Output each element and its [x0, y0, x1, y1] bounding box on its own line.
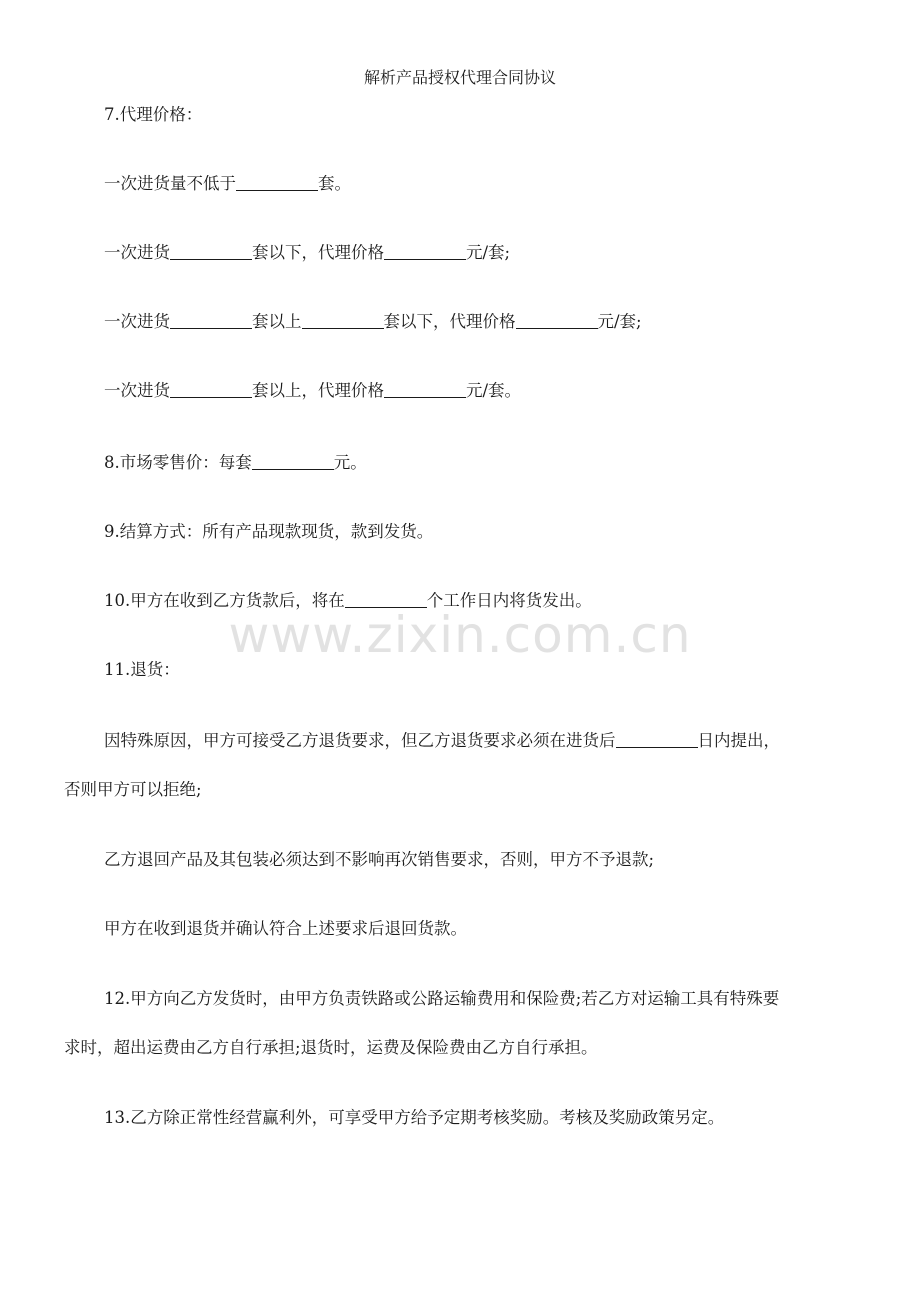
blank-field[interactable]: [170, 310, 252, 329]
tier-1-line: 一次进货 套以下，代理价格 元/套;: [104, 243, 511, 262]
tier-2-line: 一次进货 套以上 套以下，代理价格 元/套;: [104, 312, 642, 331]
min-purchase-line: 一次进货量不低于 套。: [104, 174, 351, 193]
blank-field[interactable]: [516, 310, 598, 329]
return-refund-line: 甲方在收到退货并确认符合上述要求后退回货款。: [104, 919, 467, 938]
return-condition-line: 因特殊原因，甲方可接受乙方退货要求，但乙方退货要求必须在进货后 日内提出，: [104, 731, 780, 750]
blank-field[interactable]: [252, 451, 334, 470]
document-title: 解析产品授权代理合同协议: [363, 68, 556, 87]
blank-field[interactable]: [345, 589, 427, 608]
clause-9-settlement: 9.结算方式：所有产品现款现货，款到发货。: [104, 522, 434, 541]
blank-field[interactable]: [384, 241, 466, 260]
clause-8-retail-price: 8.市场零售价：每套 元。: [104, 453, 367, 472]
blank-field[interactable]: [170, 379, 252, 398]
clause-11-heading: 11.退货：: [104, 660, 180, 679]
blank-field[interactable]: [302, 310, 384, 329]
return-packaging-line: 乙方退回产品及其包装必须达到不影响再次销售要求，否则，甲方不予退款;: [104, 850, 655, 869]
blank-field[interactable]: [236, 172, 318, 191]
clause-10-shipping: 10.甲方在收到乙方货款后，将在 个工作日内将货发出。: [104, 591, 592, 610]
tier-3-line: 一次进货 套以上，代理价格 元/套。: [104, 381, 522, 400]
clause-12-transport: 12.甲方向乙方发货时，由甲方负责铁路或公路运输费用和保险费;若乙方对运输工具有特殊要: [104, 989, 780, 1008]
watermark: www.zixin.com.cn: [228, 606, 692, 664]
blank-field[interactable]: [170, 241, 252, 260]
blank-field[interactable]: [616, 729, 698, 748]
clause-12-continuation: 求时，超出运费由乙方自行承担;退货时，运费及保险费由乙方自行承担。: [64, 1038, 598, 1057]
blank-field[interactable]: [384, 379, 466, 398]
clause-7-heading: 7.代理价格：: [104, 105, 203, 124]
clause-13-rewards: 13.乙方除正常性经营赢利外，可享受甲方给予定期考核奖励。考核及奖励政策另定。: [104, 1108, 725, 1127]
return-condition-continuation: 否则甲方可以拒绝;: [64, 780, 202, 799]
